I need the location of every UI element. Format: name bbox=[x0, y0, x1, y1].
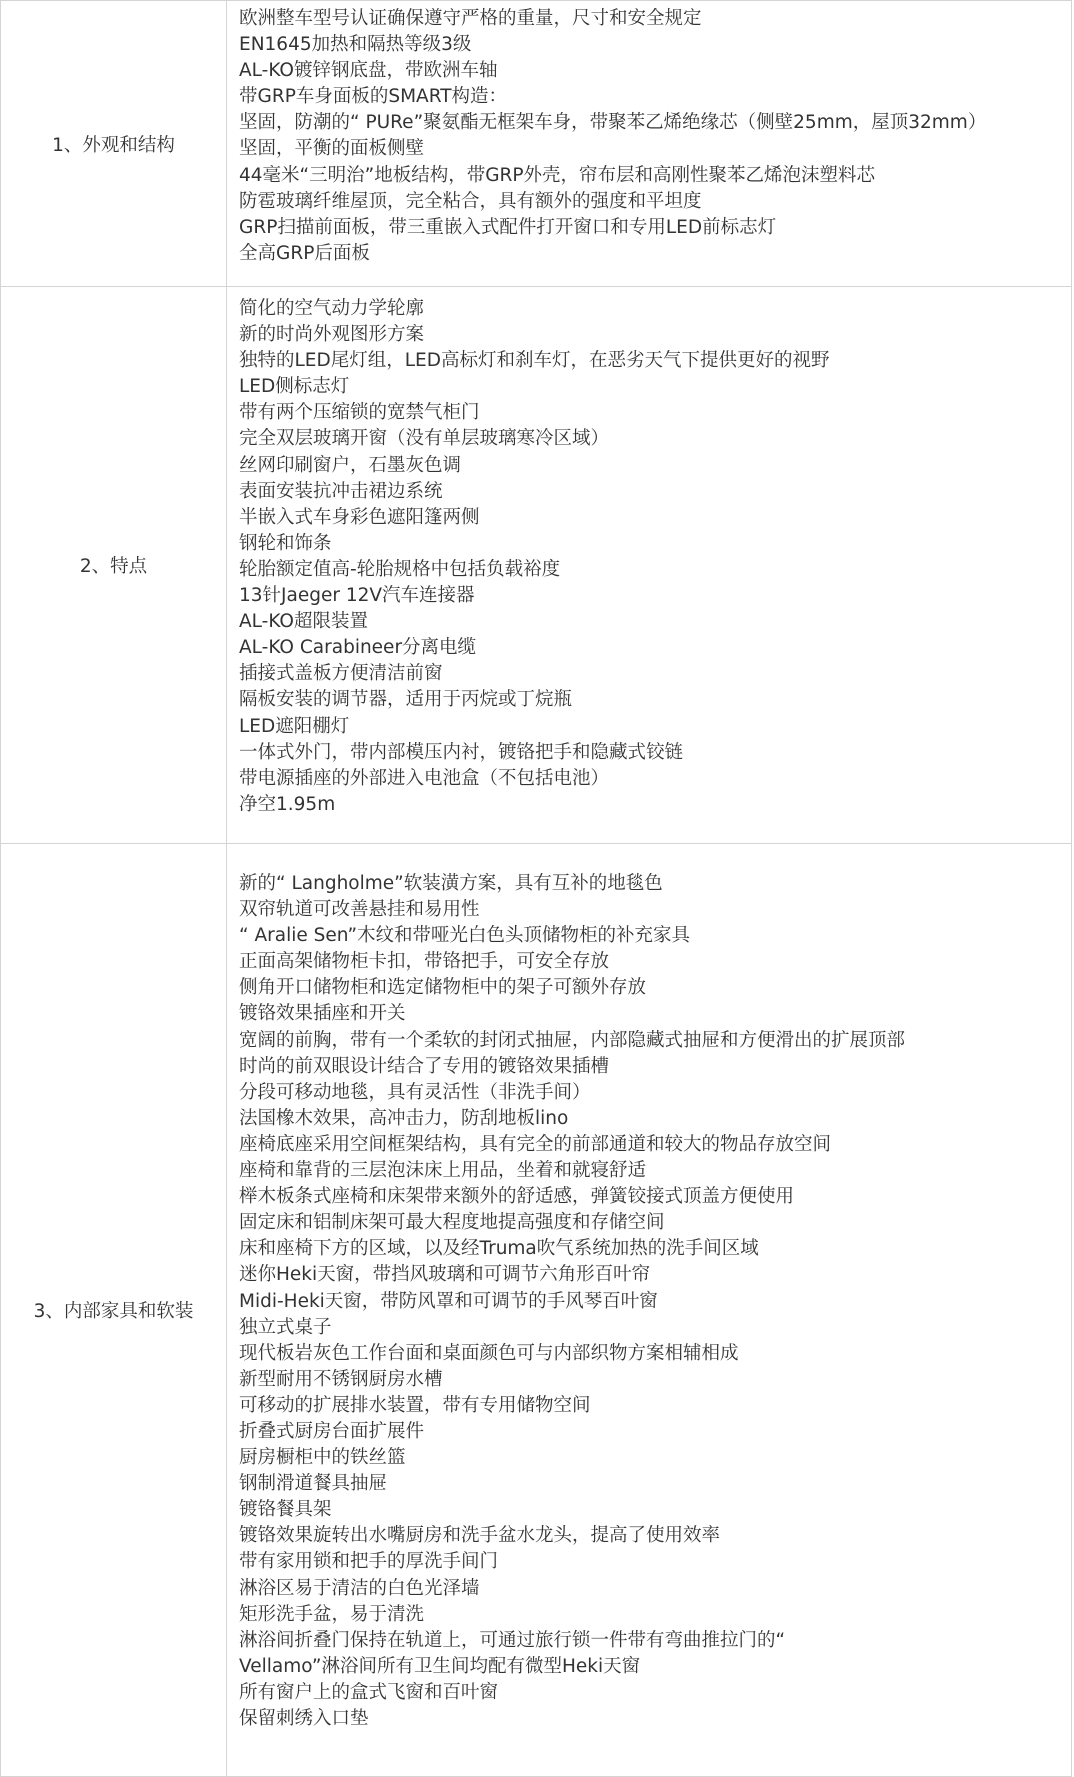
list-item: 镀铬餐具架 bbox=[239, 1499, 332, 1521]
list-item: 独立式桌子 bbox=[239, 1316, 332, 1338]
items-cell bbox=[227, 844, 1072, 1777]
list-item: 轮胎额定值高-轮胎规格中包括负载裕度 bbox=[239, 558, 561, 580]
list-item: 双帘轨道可改善悬挂和易用性 bbox=[239, 899, 480, 921]
list-item: 保留刺绣入口垫 bbox=[239, 1708, 369, 1729]
list-item: 带有家用锁和把手的厚洗手间门 bbox=[239, 1551, 499, 1573]
list-item: 新的“ Langholme”软装潢方案，具有互补的地毯色 bbox=[239, 873, 663, 894]
list-item: Midi-Heki天窗，带防风罩和可调节的手风琴百叶窗 bbox=[239, 1290, 658, 1312]
items-cell bbox=[227, 1, 1072, 287]
list-item: 厨房橱柜中的铁丝篮 bbox=[239, 1447, 406, 1469]
list-item: 镀铬效果旋转出水嘴厨房和洗手盆水龙头，提高了使用效率 bbox=[239, 1525, 721, 1547]
list-item: 榉木板条式座椅和床架带来额外的舒适感，弹簧铰接式顶盖方便使用 bbox=[239, 1186, 795, 1208]
list-item: 钢轮和饰条 bbox=[239, 532, 332, 554]
list-item: 全高GRP后面板 bbox=[239, 242, 370, 264]
list-item: 丝网印刷窗户，石墨灰色调 bbox=[239, 454, 462, 476]
list-item: 坚固，防潮的“ PURe”聚氨酯无框架车身，带聚苯乙烯绝缘芯（侧壁25mm，屋顶32mm） bbox=[239, 112, 987, 134]
list-item: 带电源插座的外部进入电池盒（不包括电池） bbox=[239, 767, 610, 789]
list-item: 简化的空气动力学轮廓 bbox=[239, 298, 425, 319]
list-item: 一体式外门，带内部模压内衬，镀铬把手和隐藏式铰链 bbox=[239, 741, 684, 763]
category-cell: 1、外观和结构 bbox=[1, 1, 227, 287]
list-item: 迷你Heki天窗，带挡风玻璃和可调节六角形百叶帘 bbox=[239, 1264, 651, 1286]
list-item: 现代板岩灰色工作台面和桌面颜色可与内部织物方案相辅相成 bbox=[239, 1342, 739, 1364]
list-item: 新的时尚外观图形方案 bbox=[239, 324, 425, 346]
list-item: AL-KO超限装置 bbox=[239, 611, 368, 633]
list-item: 表面安装抗冲击裙边系统 bbox=[239, 480, 443, 502]
list-item: 固定床和铝制床架可最大程度地提高强度和存储空间 bbox=[239, 1212, 665, 1234]
items-cell bbox=[227, 287, 1072, 844]
list-item: EN1645加热和隔热等级3级 bbox=[239, 34, 472, 56]
list-item: 完全双层玻璃开窗（没有单层玻璃寒冷区域） bbox=[239, 428, 610, 450]
list-item: AL-KO Carabineer分离电缆 bbox=[239, 637, 477, 659]
list-item: 时尚的前双眼设计结合了专用的镀铬效果插槽 bbox=[239, 1055, 610, 1077]
table-row bbox=[1, 287, 1072, 844]
list-item: 新型耐用不锈钢厨房水槽 bbox=[239, 1368, 443, 1390]
list-item: 可移动的扩展排水装置，带有专用储物空间 bbox=[239, 1394, 591, 1416]
list-item: 带GRP车身面板的SMART构造： bbox=[239, 86, 508, 108]
list-item: 所有窗户上的盒式飞窗和百叶窗 bbox=[239, 1681, 499, 1703]
list-item: Vellamo”淋浴间所有卫生间均配有微型Heki天窗 bbox=[239, 1655, 641, 1677]
list-item: 防雹玻璃纤维屋顶，完全粘合，具有额外的强度和平坦度 bbox=[239, 190, 702, 212]
list-item: 法国橡木效果，高冲击力，防刮地板lino bbox=[239, 1107, 569, 1129]
list-item: GRP扫描前面板，带三重嵌入式配件打开窗口和专用LED前标志灯 bbox=[239, 216, 777, 238]
list-item: 净空1.95m bbox=[239, 793, 336, 815]
list-item: AL-KO镀锌钢底盘，带欧洲车轴 bbox=[239, 60, 498, 82]
list-item: 钢制滑道餐具抽屉 bbox=[239, 1473, 388, 1495]
list-item: 淋浴间折叠门保持在轨道上，可通过旅行锁一件带有弯曲推拉门的“ bbox=[239, 1629, 786, 1651]
list-item: LED侧标志灯 bbox=[239, 376, 350, 398]
table-row bbox=[1, 1, 1072, 287]
list-item: 带有两个压缩锁的宽禁气柜门 bbox=[239, 402, 480, 424]
list-item: 44毫米“三明治”地板结构，带GRP外壳，帘布层和高刚性聚苯乙烯泡沫塑料芯 bbox=[239, 164, 876, 186]
list-item: 坚固，平衡的面板侧壁 bbox=[239, 138, 425, 160]
list-item: 正面高架储物柜卡扣，带铬把手，可安全存放 bbox=[239, 951, 610, 973]
list-item: 座椅和靠背的三层泡沫床上用品，坐着和就寝舒适 bbox=[239, 1160, 647, 1182]
list-item: 镀铬效果插座和开关 bbox=[239, 1003, 406, 1025]
list-item: 折叠式厨房台面扩展件 bbox=[239, 1420, 425, 1442]
list-item: 座椅底座采用空间框架结构，具有完全的前部通道和较大的物品存放空间 bbox=[239, 1133, 832, 1155]
list-item: 矩形洗手盆，易于清洗 bbox=[239, 1603, 425, 1625]
list-item: 床和座椅下方的区域，以及经Truma吹气系统加热的洗手间区域 bbox=[239, 1238, 759, 1260]
category-cell: 3、内部家具和软装 bbox=[1, 844, 227, 1777]
list-item: 独特的LED尾灯组，LED高标灯和刹车灯，在恶劣天气下提供更好的视野 bbox=[239, 350, 830, 372]
list-item: 隔板安装的调节器，适用于丙烷或丁烷瓶 bbox=[239, 689, 573, 711]
list-item: 分段可移动地毯，具有灵活性（非洗手间） bbox=[239, 1081, 591, 1103]
list-item: 侧角开口储物柜和选定储物柜中的架子可额外存放 bbox=[239, 977, 647, 999]
list-item: LED遮阳棚灯 bbox=[239, 715, 350, 737]
list-item: 欧洲整车型号认证确保遵守严格的重量，尺寸和安全规定 bbox=[239, 8, 702, 29]
category-cell: 2、特点 bbox=[1, 287, 227, 844]
list-item: 宽阔的前胸，带有一个柔软的封闭式抽屉，内部隐藏式抽屉和方便滑出的扩展顶部 bbox=[239, 1029, 906, 1051]
table-row bbox=[1, 844, 1072, 1777]
list-item: 插接式盖板方便清洁前窗 bbox=[239, 663, 443, 685]
list-item: 淋浴区易于清洁的白色光泽墙 bbox=[239, 1577, 480, 1599]
list-item: “ Aralie Sen”木纹和带哑光白色头顶储物柜的补充家具 bbox=[239, 925, 691, 947]
list-item: 13针Jaeger 12V汽车连接器 bbox=[239, 585, 475, 607]
list-item: 半嵌入式车身彩色遮阳篷两侧 bbox=[239, 506, 480, 528]
